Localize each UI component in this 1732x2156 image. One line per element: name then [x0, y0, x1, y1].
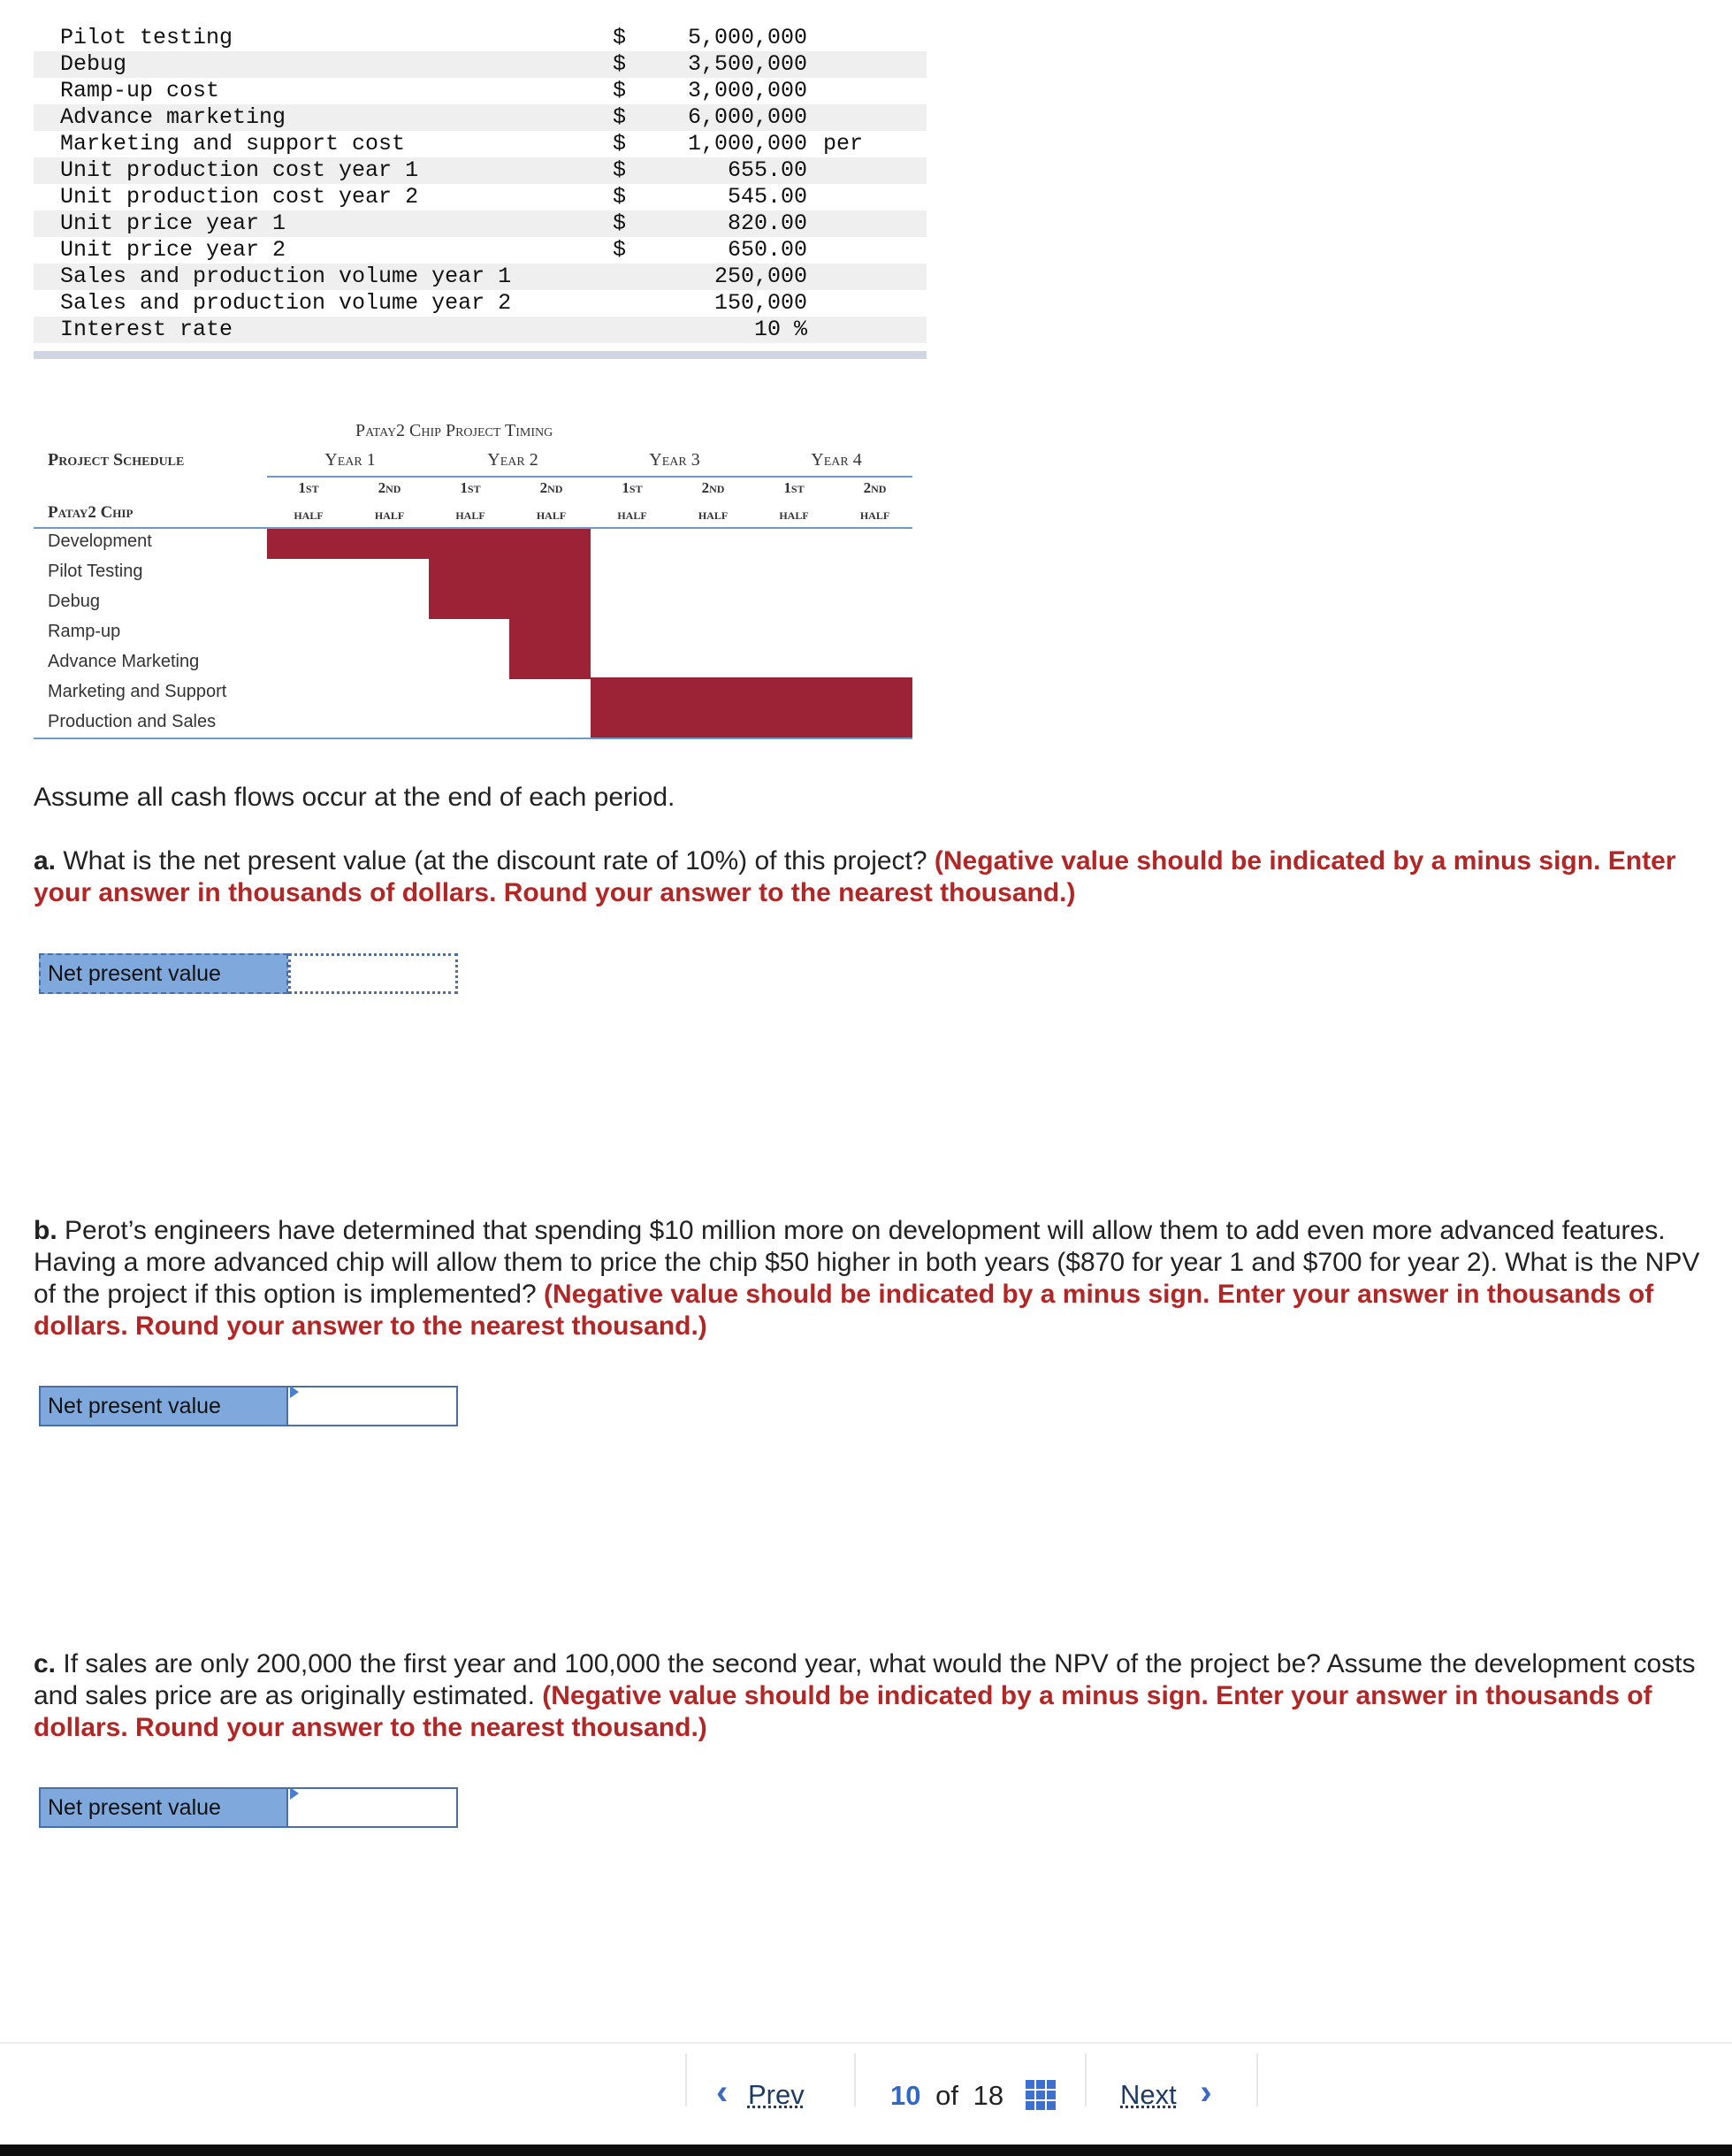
year-label-4: Year 4	[811, 450, 862, 470]
schedule-task-label: Pilot Testing	[48, 562, 143, 581]
question-b	[34, 1215, 1705, 1342]
cost-value: 10 %	[753, 317, 807, 342]
cost-row	[34, 157, 927, 184]
cost-label: Pilot testing	[60, 25, 233, 50]
cost-value: 3,000,000	[687, 78, 807, 103]
half-label-bottom: half	[617, 506, 647, 523]
schedule-task-label: Production and Sales	[48, 712, 217, 731]
half-label-top: 2nd	[863, 479, 887, 496]
half-label-top: 2nd	[701, 479, 725, 496]
total-pages: 18	[973, 2080, 1004, 2111]
cost-row	[34, 290, 927, 317]
cost-label: Advance marketing	[60, 104, 286, 130]
next-button[interactable]	[1120, 2075, 1212, 2113]
cost-label: Ramp-up cost	[60, 78, 220, 103]
cost-value: 250,000	[713, 264, 807, 289]
schedule-task-label: Ramp-up	[48, 622, 121, 641]
prev-label: Prev	[747, 2079, 805, 2110]
pagination-divider	[1085, 2053, 1087, 2106]
answer-b-flag-icon	[290, 1386, 299, 1398]
cost-dollar-sign: $	[613, 104, 627, 130]
cost-unit: per	[823, 131, 864, 157]
half-label-bottom: half	[455, 506, 485, 523]
grid-menu-icon[interactable]	[1026, 2080, 1056, 2110]
pagination-divider	[854, 2053, 856, 2106]
assumption-text: Assume all cash flows occur at the end of each period.	[34, 783, 675, 812]
cost-value: 3,500,000	[687, 51, 807, 77]
half-label-bottom: half	[859, 506, 890, 523]
half-label-bottom: half	[374, 506, 405, 523]
question-a	[34, 845, 1705, 909]
question-c-text: If sales are only 200,000 the first year and 100,000 the second year, what would the NPV of the project be? Assume the development costs and sales price are as originally estimated.	[34, 1649, 1696, 1710]
answer-b-input[interactable]	[288, 1386, 458, 1426]
cost-row	[34, 264, 927, 290]
cost-value: 650.00	[727, 237, 807, 263]
year-label-2: Year 2	[487, 450, 538, 470]
cost-dollar-sign: $	[613, 51, 627, 77]
schedule-task-label: Development	[48, 531, 152, 551]
half-label-top: 1st	[622, 479, 643, 496]
question-a-text: What is the net present value (at the discount rate of 10%) of this project?	[56, 846, 935, 875]
cost-row	[34, 25, 927, 51]
half-label-top: 2nd	[539, 479, 563, 496]
half-label-top: 1st	[298, 479, 319, 496]
cost-label: Sales and production volume year 1	[60, 264, 512, 289]
prev-button[interactable]	[716, 2075, 805, 2113]
half-label-bottom: half	[536, 506, 567, 523]
cost-label: Sales and production volume year 2	[60, 290, 512, 316]
cost-label: Debug	[60, 51, 127, 77]
question-b-text: Perot’s engineers have determined that spending $10 million more on development will allow them to add even more advanced features. Having a more advanced chip will allow them to price the chip $50 higher in both years ($870 for year 1 and $700 for year 2). What is the NPV of the project if this option is implemented?	[34, 1216, 1700, 1309]
cost-row	[34, 210, 927, 237]
chevron-left-icon: ‹	[716, 2073, 729, 2112]
cost-value: 820.00	[727, 210, 807, 236]
bottom-bar	[0, 2145, 1732, 2156]
cost-value: 150,000	[713, 290, 807, 316]
cost-dollar-sign: $	[613, 157, 627, 183]
answer-a-label: Net present value	[39, 953, 288, 994]
question-b-note: (Negative value should be indicated by a minus sign. Enter your answer in thousands of dollars. Round your answer to the nearest thousand.)	[34, 1280, 1654, 1341]
answer-c-input[interactable]	[288, 1787, 458, 1828]
next-label: Next	[1120, 2079, 1177, 2110]
answer-a-row	[39, 953, 458, 994]
cost-table-bottom-bar	[34, 351, 927, 359]
schedule-task-label: Marketing and Support	[48, 682, 227, 701]
answer-b-row	[39, 1386, 458, 1426]
cost-label: Unit production cost year 1	[60, 157, 419, 183]
question-a-note: (Negative value should be indicated by a minus sign. Enter your answer in thousands of dollars. Round your answer to the nearest thousand.)	[34, 846, 1676, 907]
cost-label: Unit production cost year 2	[60, 184, 419, 210]
cost-label: Marketing and support cost	[60, 131, 406, 157]
half-label-bottom: half	[698, 506, 729, 523]
question-a-letter: a.	[34, 846, 57, 875]
cost-value: 655.00	[727, 157, 807, 183]
schedule-column-header: Project Schedule	[48, 450, 185, 470]
half-label-bottom: half	[294, 506, 324, 523]
gantt-bar-ramp-up	[509, 529, 591, 679]
page-of-label: of	[935, 2080, 958, 2111]
cost-label: Unit price year 1	[60, 210, 286, 236]
question-c-note: (Negative value should be indicated by a minus sign. Enter your answer in thousands of dollars. Round your answer to the nearest thousand.)	[34, 1681, 1652, 1742]
half-label-top: 2nd	[378, 479, 401, 496]
half-label-bottom: half	[779, 506, 809, 523]
schedule-task-label: Advance Marketing	[48, 652, 200, 671]
question-c	[34, 1648, 1705, 1744]
schedule-bottom-line	[34, 738, 912, 739]
gantt-bar-production-and-sales	[591, 677, 912, 738]
page-indicator	[890, 2078, 1003, 2114]
answer-a-input[interactable]	[288, 953, 458, 994]
pagination-divider	[1256, 2053, 1258, 2106]
cost-value: 1,000,000	[687, 131, 807, 157]
cost-value: 5,000,000	[687, 25, 807, 50]
cost-value: 545.00	[727, 184, 807, 210]
schedule-title: Patay2 Chip Project Timing	[355, 421, 553, 440]
current-page: 10	[890, 2080, 921, 2111]
cost-dollar-sign: $	[613, 78, 627, 103]
schedule-task-label: Debug	[48, 592, 100, 611]
half-label-top: 1st	[783, 479, 805, 496]
cost-row	[34, 104, 927, 131]
answer-c-row	[39, 1787, 458, 1828]
cost-dollar-sign: $	[613, 25, 627, 50]
cost-table	[34, 25, 927, 343]
cost-row	[34, 131, 927, 157]
cost-row	[34, 237, 927, 264]
cost-dollar-sign: $	[613, 210, 627, 236]
schedule-row-group: Patay2 Chip	[48, 503, 134, 522]
half-label-top: 1st	[460, 479, 481, 496]
cost-label: Interest rate	[60, 317, 233, 342]
pagination-divider	[685, 2053, 687, 2106]
question-b-letter: b.	[34, 1216, 57, 1245]
cost-row	[34, 51, 927, 78]
cost-row	[34, 317, 927, 343]
year-label-1: Year 1	[324, 450, 376, 470]
cost-row	[34, 184, 927, 210]
chevron-right-icon: ›	[1200, 2073, 1212, 2112]
answer-c-label: Net present value	[39, 1787, 288, 1828]
cost-dollar-sign: $	[613, 237, 627, 263]
cost-label: Unit price year 2	[60, 237, 286, 263]
answer-b-label: Net present value	[39, 1386, 288, 1426]
cost-row	[34, 78, 927, 104]
cost-dollar-sign: $	[613, 184, 627, 210]
year-label-3: Year 3	[649, 450, 700, 470]
pagination-top-border	[0, 2042, 1732, 2044]
cost-value: 6,000,000	[687, 104, 807, 130]
question-c-letter: c.	[34, 1649, 57, 1678]
answer-c-flag-icon	[290, 1787, 299, 1800]
cost-dollar-sign: $	[613, 131, 627, 157]
